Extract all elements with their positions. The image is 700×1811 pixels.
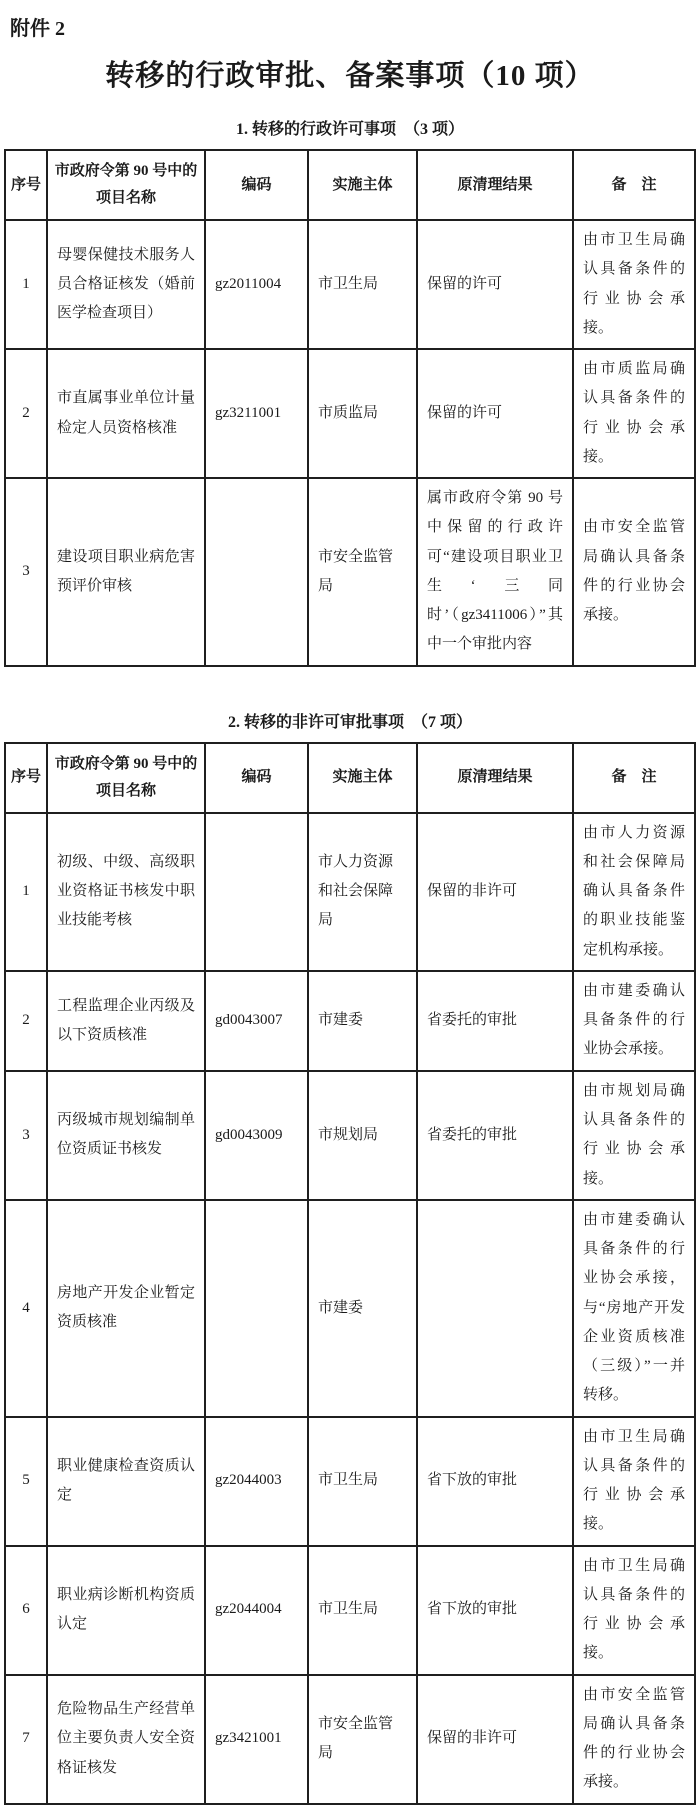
cell-code: gz3421001	[205, 1675, 308, 1804]
cell-code: gd0043007	[205, 971, 308, 1071]
cell-remark: 由市卫生局确认具备条件的行业协会承接。	[573, 1417, 695, 1546]
cell-original-result: 属市政府令第 90 号中保留的行政许可“建设项目职业卫生‘三同时’（gz3411006）”其中一个审批内容	[417, 478, 573, 666]
cell-original-result	[417, 1200, 573, 1417]
cell-agency: 市安全监管局	[308, 1675, 417, 1804]
cell-original-result: 省下放的审批	[417, 1417, 573, 1546]
cell-original-result: 保留的非许可	[417, 813, 573, 971]
cell-project-name: 房地产开发企业暂定资质核准	[47, 1200, 205, 1417]
column-header-remark: 备 注	[573, 150, 695, 220]
cell-remark: 由市建委确认具备条件的行业协会承接，与“房地产开发企业资质核准（三级）”一并转移。	[573, 1200, 695, 1417]
cell-agency: 市质监局	[308, 349, 417, 478]
cell-original-result: 保留的许可	[417, 220, 573, 349]
cell-remark: 由市建委确认具备条件的行业协会承接。	[573, 971, 695, 1071]
cell-remark: 由市质监局确认具备条件的行业协会承接。	[573, 349, 695, 478]
cell-code: gz3211001	[205, 349, 308, 478]
cell-original-result: 保留的非许可	[417, 1675, 573, 1804]
column-header-project-name: 市政府令第 90 号中的项目名称	[47, 150, 205, 220]
cell-remark: 由市规划局确认具备条件的行业协会承接。	[573, 1071, 695, 1200]
column-header-index: 序号	[5, 150, 47, 220]
cell-project-name: 建设项目职业病危害预评价审核	[47, 478, 205, 666]
cell-project-name: 丙级城市规划编制单位资质证书核发	[47, 1071, 205, 1200]
column-header-remark: 备 注	[573, 743, 695, 813]
column-header-code: 编码	[205, 743, 308, 813]
table-header-row	[5, 743, 695, 813]
column-header-agency: 实施主体	[308, 743, 417, 813]
cell-agency: 市卫生局	[308, 1546, 417, 1675]
table-header-row	[5, 150, 695, 220]
cell-project-name: 母婴保健技术服务人员合格证核发（婚前医学检查项目）	[47, 220, 205, 349]
cell-code: gz2044004	[205, 1546, 308, 1675]
cell-index: 1	[5, 813, 47, 971]
cell-agency: 市规划局	[308, 1071, 417, 1200]
table-row	[5, 971, 695, 1071]
cell-remark: 由市安全监管局确认具备条件的行业协会承接。	[573, 478, 695, 666]
cell-index: 3	[5, 1071, 47, 1200]
cell-index: 4	[5, 1200, 47, 1417]
cell-project-name: 职业病诊断机构资质认定	[47, 1546, 205, 1675]
cell-agency: 市建委	[308, 971, 417, 1071]
cell-agency: 市建委	[308, 1200, 417, 1417]
table-row	[5, 220, 695, 349]
cell-original-result: 保留的许可	[417, 349, 573, 478]
section-1-heading: 1. 转移的行政许可事项 （3 项）	[235, 121, 464, 138]
cell-index: 2	[5, 971, 47, 1071]
cell-remark: 由市卫生局确认具备条件的行业协会承接。	[573, 1546, 695, 1675]
cell-code: gd0043009	[205, 1071, 308, 1200]
cell-project-name: 初级、中级、高级职业资格证书核发中职业技能考核	[47, 813, 205, 971]
cell-index: 1	[5, 220, 47, 349]
cell-index: 6	[5, 1546, 47, 1675]
column-header-agency: 实施主体	[308, 150, 417, 220]
cell-original-result: 省委托的审批	[417, 1071, 573, 1200]
column-header-index: 序号	[5, 743, 47, 813]
table-row	[5, 478, 695, 666]
cell-index: 3	[5, 478, 47, 666]
cell-original-result: 省委托的审批	[417, 971, 573, 1071]
cell-code: gz2011004	[205, 220, 308, 349]
table-row	[5, 349, 695, 478]
cell-code: gz2044003	[205, 1417, 308, 1546]
cell-index: 7	[5, 1675, 47, 1804]
section-2-heading: 2. 转移的非许可审批事项 （7 项）	[227, 713, 472, 731]
cell-code	[205, 813, 308, 971]
table-row	[5, 1200, 695, 1417]
table-row	[5, 813, 695, 971]
table-row	[5, 1071, 695, 1200]
column-header-original-result: 原清理结果	[417, 150, 573, 220]
cell-project-name: 危险物品生产经营单位主要负责人安全资格证核发	[47, 1675, 205, 1804]
table-row	[5, 1675, 695, 1804]
cell-agency: 市卫生局	[308, 1417, 417, 1546]
cell-agency: 市人力资源和社会保障局	[308, 813, 417, 971]
cell-project-name: 职业健康检查资质认定	[47, 1417, 205, 1546]
cell-agency: 市卫生局	[308, 220, 417, 349]
table-row	[5, 1546, 695, 1675]
cell-original-result: 省下放的审批	[417, 1546, 573, 1675]
cell-index: 5	[5, 1417, 47, 1546]
table-non-licensed-items	[4, 742, 696, 1805]
cell-project-name: 市直属事业单位计量检定人员资格核准	[47, 349, 205, 478]
column-header-original-result: 原清理结果	[417, 743, 573, 813]
cell-index: 2	[5, 349, 47, 478]
cell-remark: 由市安全监管局确认具备条件的行业协会承接。	[573, 1675, 695, 1804]
cell-code	[205, 478, 308, 666]
cell-remark: 由市卫生局确认具备条件的行业协会承接。	[573, 220, 695, 349]
page-title: 转移的行政审批、备案事项（10 项）	[105, 60, 595, 92]
column-header-code: 编码	[205, 150, 308, 220]
attachment-label: 附件 2	[10, 18, 65, 40]
table-licensed-items	[4, 149, 696, 667]
table-row	[5, 1417, 695, 1546]
cell-agency: 市安全监管局	[308, 478, 417, 666]
column-header-project-name: 市政府令第 90 号中的项目名称	[47, 743, 205, 813]
cell-project-name: 工程监理企业丙级及以下资质核准	[47, 971, 205, 1071]
cell-code	[205, 1200, 308, 1417]
cell-remark: 由市人力资源和社会保障局确认具备条件的职业技能鉴定机构承接。	[573, 813, 695, 971]
